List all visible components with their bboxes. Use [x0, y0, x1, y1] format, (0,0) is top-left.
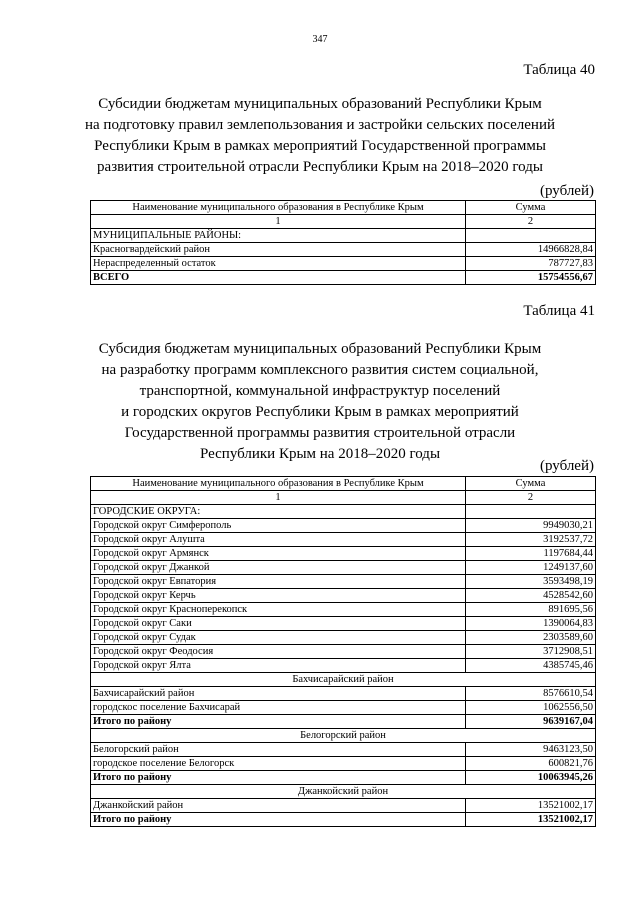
row-amount: 1249137,60: [466, 561, 596, 575]
table-row: [91, 757, 596, 771]
row-amount: 9949030,21: [466, 519, 596, 533]
table-40-label: Таблица 40: [523, 62, 595, 78]
total-name: Итого по району: [91, 813, 466, 827]
table-41-title: [80, 339, 560, 465]
table-row: [91, 743, 596, 757]
district-heading-row: [91, 785, 596, 799]
table-row: [91, 243, 596, 257]
row-amount: 3593498,19: [466, 575, 596, 589]
total-name: ВСЕГО: [91, 271, 466, 285]
table-row: [91, 701, 596, 715]
table-row: [91, 561, 596, 575]
row-name: Городской округ Саки: [91, 617, 466, 631]
row-amount: 9463123,50: [466, 743, 596, 757]
row-amount: 2303589,60: [466, 631, 596, 645]
total-amount: 15754556,67: [466, 271, 596, 285]
row-name: Городской округ Судак: [91, 631, 466, 645]
district-heading: Белогорский район: [91, 729, 596, 743]
district-heading-row: [91, 673, 596, 687]
title-line: Субсидия бюджетам муниципальных образований Республики Крым: [98, 341, 542, 357]
total-row: [91, 271, 596, 285]
table-row: [91, 645, 596, 659]
header-name: Наименование муниципального образования в Республике Крым: [91, 477, 466, 491]
column-number-row: [91, 215, 596, 229]
section-label: МУНИЦИПАЛЬНЫЕ РАЙОНЫ:: [91, 229, 466, 243]
table-40-title: [80, 94, 560, 178]
title-line: транспортной, коммунальной инфраструктур поселений: [139, 383, 501, 399]
col-number: 1: [91, 215, 466, 229]
row-name: Городской округ Красноперекопск: [91, 603, 466, 617]
row-name: Городской округ Симферополь: [91, 519, 466, 533]
table-row: [91, 603, 596, 617]
table-row: [91, 617, 596, 631]
row-name: Городской округ Феодосия: [91, 645, 466, 659]
table-41: [90, 476, 596, 827]
table-row: [91, 659, 596, 673]
district-heading: Джанкойский район: [91, 785, 596, 799]
row-name: Красногвардейский район: [91, 243, 466, 257]
row-name: Городской округ Армянск: [91, 547, 466, 561]
row-amount: 4385745,46: [466, 659, 596, 673]
row-name: Городской округ Джанкой: [91, 561, 466, 575]
table-41-label: Таблица 41: [523, 303, 595, 319]
header-name: Наименование муниципального образования в Республике Крым: [91, 201, 466, 215]
district-total-row: [91, 715, 596, 729]
table-row: [91, 589, 596, 603]
district-total-row: [91, 771, 596, 785]
col-number: 2: [466, 491, 596, 505]
row-amount: 1390064,83: [466, 617, 596, 631]
header-row: [91, 477, 596, 491]
row-amount: 8576610,54: [466, 687, 596, 701]
row-name: Бахчисарайский район: [91, 687, 466, 701]
header-amount: Сумма: [466, 201, 596, 215]
total-amount: 9639167,04: [466, 715, 596, 729]
row-name: Нераспределенный остаток: [91, 257, 466, 271]
title-line: на разработку программ комплексного развития систем социальной,: [101, 362, 539, 378]
table-41-units: (рублей): [539, 458, 594, 474]
title-line: Субсидии бюджетам муниципальных образований Республики Крым: [98, 96, 542, 112]
title-line: и городских округов Республики Крым в рамках мероприятий: [121, 404, 519, 420]
row-name: Городской округ Алушта: [91, 533, 466, 547]
column-number-row: [91, 491, 596, 505]
table-40-units: (рублей): [539, 183, 594, 199]
row-name: Джанкойский район: [91, 799, 466, 813]
row-amount: 1062556,50: [466, 701, 596, 715]
row-amount: 14966828,84: [466, 243, 596, 257]
col-number: 2: [466, 215, 596, 229]
table-row: [91, 575, 596, 589]
col-number: 1: [91, 491, 466, 505]
table-row: [91, 631, 596, 645]
section-row: [91, 505, 596, 519]
row-name: Городской округ Керчь: [91, 589, 466, 603]
district-heading-row: [91, 729, 596, 743]
table-row: [91, 257, 596, 271]
empty-cell: [466, 229, 596, 243]
total-name: Итого по району: [91, 715, 466, 729]
row-amount: 3712908,51: [466, 645, 596, 659]
district-total-row: [91, 813, 596, 827]
table-row: [91, 799, 596, 813]
total-amount: 10063945,26: [466, 771, 596, 785]
total-amount: 13521002,17: [466, 813, 596, 827]
row-amount: 4528542,60: [466, 589, 596, 603]
table-row: [91, 519, 596, 533]
header-row: [91, 201, 596, 215]
title-line: Государственной программы развития строительной отрасли: [124, 425, 516, 441]
title-line: Республики Крым в рамках мероприятий Государственной программы: [94, 138, 546, 154]
district-heading: Бахчисарайский район: [91, 673, 596, 687]
row-name: Городской округ Евпатория: [91, 575, 466, 589]
table-row: [91, 547, 596, 561]
header-amount: Сумма: [466, 477, 596, 491]
row-amount: 787727,83: [466, 257, 596, 271]
table-row: [91, 533, 596, 547]
empty-cell: [466, 505, 596, 519]
section-label: ГОРОДСКИЕ ОКРУГА:: [91, 505, 466, 519]
table-row: [91, 687, 596, 701]
title-line: на подготовку правил землепользования и застройки сельских поселений: [84, 117, 556, 133]
row-name: городское поселение Белогорск: [91, 757, 466, 771]
total-name: Итого по району: [91, 771, 466, 785]
table-40: [90, 200, 596, 285]
title-line: Республики Крым на 2018–2020 годы: [199, 446, 441, 462]
page-number: 347: [312, 34, 328, 45]
row-name: Городской округ Ялта: [91, 659, 466, 673]
row-name: Белогорский район: [91, 743, 466, 757]
row-name: городскос поселение Бахчисарай: [91, 701, 466, 715]
row-amount: 891695,56: [466, 603, 596, 617]
row-amount: 600821,76: [466, 757, 596, 771]
row-amount: 1197684,44: [466, 547, 596, 561]
row-amount: 3192537,72: [466, 533, 596, 547]
row-amount: 13521002,17: [466, 799, 596, 813]
title-line: развития строительной отрасли Республики Крым на 2018–2020 годы: [97, 159, 543, 175]
section-row: [91, 229, 596, 243]
